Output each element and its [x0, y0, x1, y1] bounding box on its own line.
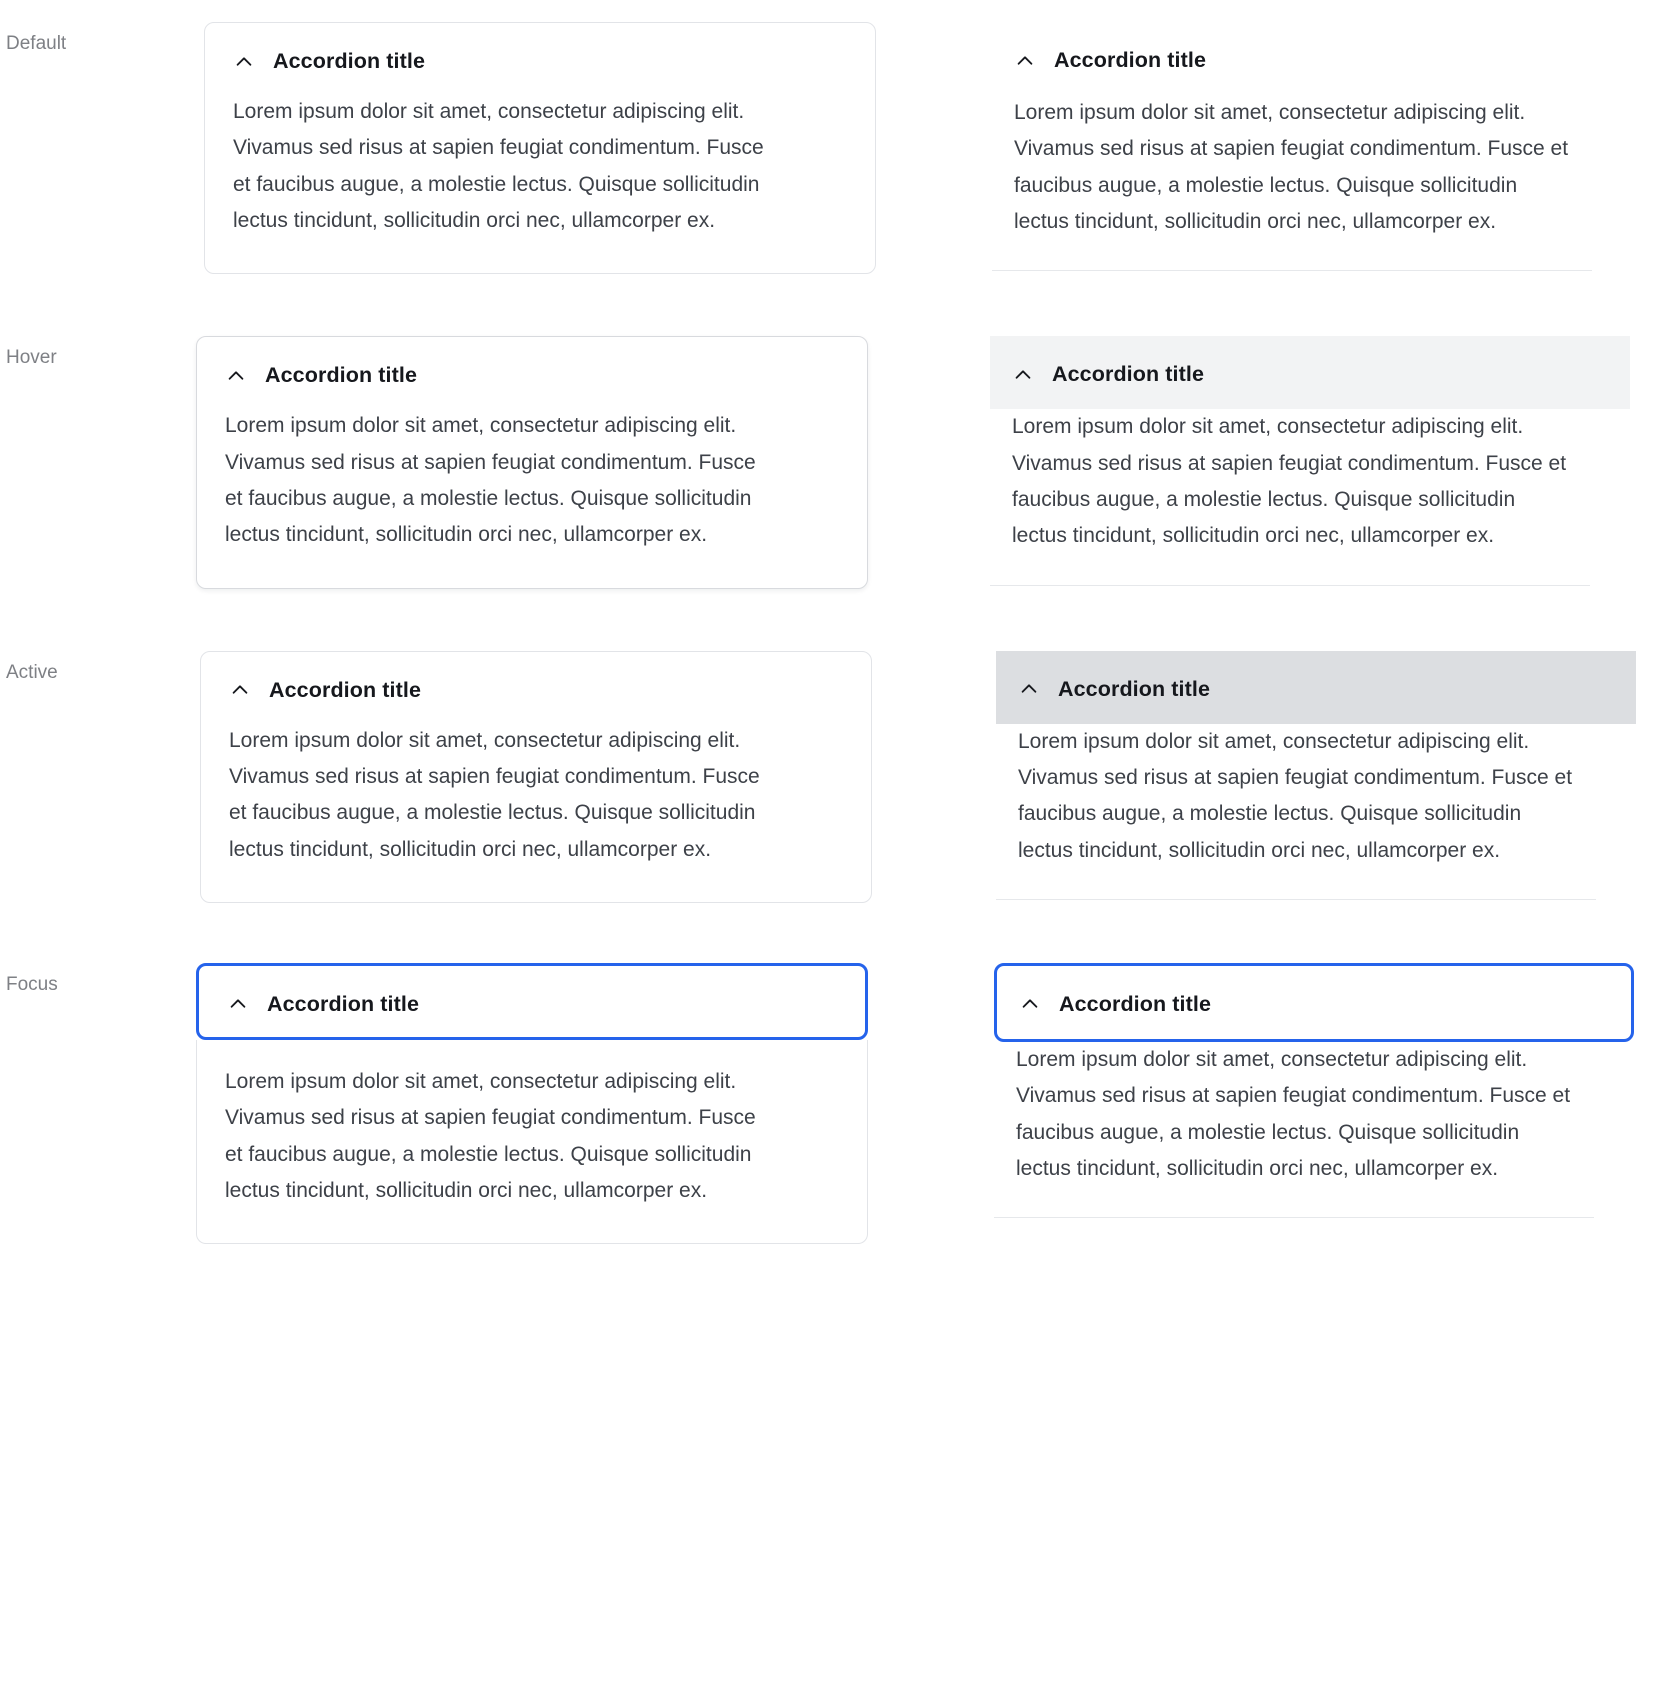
chevron-up-icon — [225, 365, 247, 387]
focus-card-column — [196, 963, 868, 1244]
state-row-active — [0, 589, 1672, 903]
default-card-column — [204, 22, 876, 274]
accordion-header[interactable] — [201, 652, 871, 723]
accordion-header[interactable] — [205, 23, 875, 94]
accordion-default-card[interactable] — [204, 22, 876, 274]
active-flat-column — [996, 651, 1636, 900]
accordion-body: Lorem ipsum dolor sit amet, consectetur adipiscing elit. Vivamus sed risus at sapien feugiat condimentum. Fusce et faucibus augue, a molestie lectus. Quisque sollicitudin lectus tincidunt, sollicitudin orci nec, ullamcorper ex. — [233, 100, 764, 232]
accordion-panel — [994, 1042, 1634, 1218]
active-card-column — [200, 651, 872, 903]
accordion-title: Accordion title — [267, 991, 420, 1016]
accordion-title: Accordion title — [265, 363, 418, 388]
chevron-up-icon — [1014, 50, 1036, 72]
state-label-default: Default — [6, 33, 67, 54]
chevron-up-icon — [1018, 678, 1040, 700]
accordion-header[interactable] — [199, 966, 865, 1037]
state-row-hover — [0, 274, 1672, 588]
state-label-hover: Hover — [6, 347, 57, 369]
state-row-default — [0, 0, 1672, 274]
accordion-body: Lorem ipsum dolor sit amet, consectetur adipiscing elit. Vivamus sed risus at sapien feugiat condimentum. Fusce et faucibus augue, a molestie lectus. Quisque sollicitudin lectus tincidunt, sollicitudin orci nec, ullamcorper ex. — [992, 95, 1592, 271]
chevron-up-icon — [1019, 993, 1041, 1015]
accordion-header[interactable] — [197, 337, 867, 408]
focus-flat-column — [994, 963, 1634, 1218]
state-label-active: Active — [6, 661, 58, 683]
accordion-body: Lorem ipsum dolor sit amet, consectetur adipiscing elit. Vivamus sed risus at sapien feugiat condimentum. Fusce et faucibus augue, a molestie lectus. Quisque sollicitudin lectus tincidunt, sollicitudin orci nec, ullamcorper ex. — [225, 1069, 756, 1202]
accordion-focus-ring[interactable] — [994, 963, 1634, 1042]
accordion-hover-card[interactable] — [196, 336, 868, 588]
state-row-focus — [0, 903, 1672, 1244]
accordion-default-flat[interactable] — [992, 22, 1632, 271]
accordion-title: Accordion title — [1059, 991, 1212, 1016]
accordion-header[interactable] — [990, 336, 1630, 409]
accordion-body: Lorem ipsum dolor sit amet, consectetur adipiscing elit. Vivamus sed risus at sapien feugiat condimentum. Fusce et faucibus augue, a molestie lectus. Quisque sollicitudin lectus tincidunt, sollicitudin orci nec, ullamcorper ex. — [994, 1042, 1594, 1218]
accordion-active-flat[interactable] — [996, 651, 1636, 900]
accordion-body: Lorem ipsum dolor sit amet, consectetur adipiscing elit. Vivamus sed risus at sapien feugiat condimentum. Fusce et faucibus augue, a molestie lectus. Quisque sollicitudin lectus tincidunt, sollicitudin orci nec, ullamcorper ex. — [225, 414, 756, 547]
accordion-focus-ring[interactable] — [196, 963, 868, 1040]
accordion-header[interactable] — [997, 966, 1631, 1039]
accordion-active-card[interactable] — [200, 651, 872, 903]
accordion-header[interactable] — [992, 22, 1632, 95]
state-label-focus: Focus — [6, 973, 58, 995]
chevron-up-icon — [227, 993, 249, 1015]
chevron-up-icon — [1012, 364, 1034, 386]
accordion-body: Lorem ipsum dolor sit amet, consectetur adipiscing elit. Vivamus sed risus at sapien feugiat condimentum. Fusce et faucibus augue, a molestie lectus. Quisque sollicitudin lectus tincidunt, sollicitudin orci nec, ullamcorper ex. — [229, 728, 760, 861]
accordion-title: Accordion title — [273, 49, 426, 73]
accordion-panel — [196, 1040, 868, 1244]
accordion-title: Accordion title — [269, 677, 422, 702]
accordion-title: Accordion title — [1058, 676, 1211, 701]
accordion-body: Lorem ipsum dolor sit amet, consectetur adipiscing elit. Vivamus sed risus at sapien feugiat condimentum. Fusce et faucibus augue, a molestie lectus. Quisque sollicitudin lectus tincidunt, sollicitudin orci nec, ullamcorper ex. — [996, 724, 1596, 900]
default-flat-column — [992, 22, 1632, 271]
accordion-hover-flat[interactable] — [990, 336, 1630, 585]
hover-card-column — [196, 336, 868, 588]
chevron-up-icon — [233, 51, 255, 73]
accordion-title: Accordion title — [1052, 362, 1205, 387]
accordion-body: Lorem ipsum dolor sit amet, consectetur adipiscing elit. Vivamus sed risus at sapien feugiat condimentum. Fusce et faucibus augue, a molestie lectus. Quisque sollicitudin lectus tincidunt, sollicitudin orci nec, ullamcorper ex. — [990, 409, 1590, 585]
accordion-header[interactable] — [996, 651, 1636, 724]
accordion-focus-flat[interactable] — [994, 963, 1634, 1218]
accordion-focus-card[interactable] — [196, 963, 868, 1244]
chevron-up-icon — [229, 679, 251, 701]
hover-flat-column — [990, 336, 1630, 585]
accordion-title: Accordion title — [1054, 48, 1207, 72]
